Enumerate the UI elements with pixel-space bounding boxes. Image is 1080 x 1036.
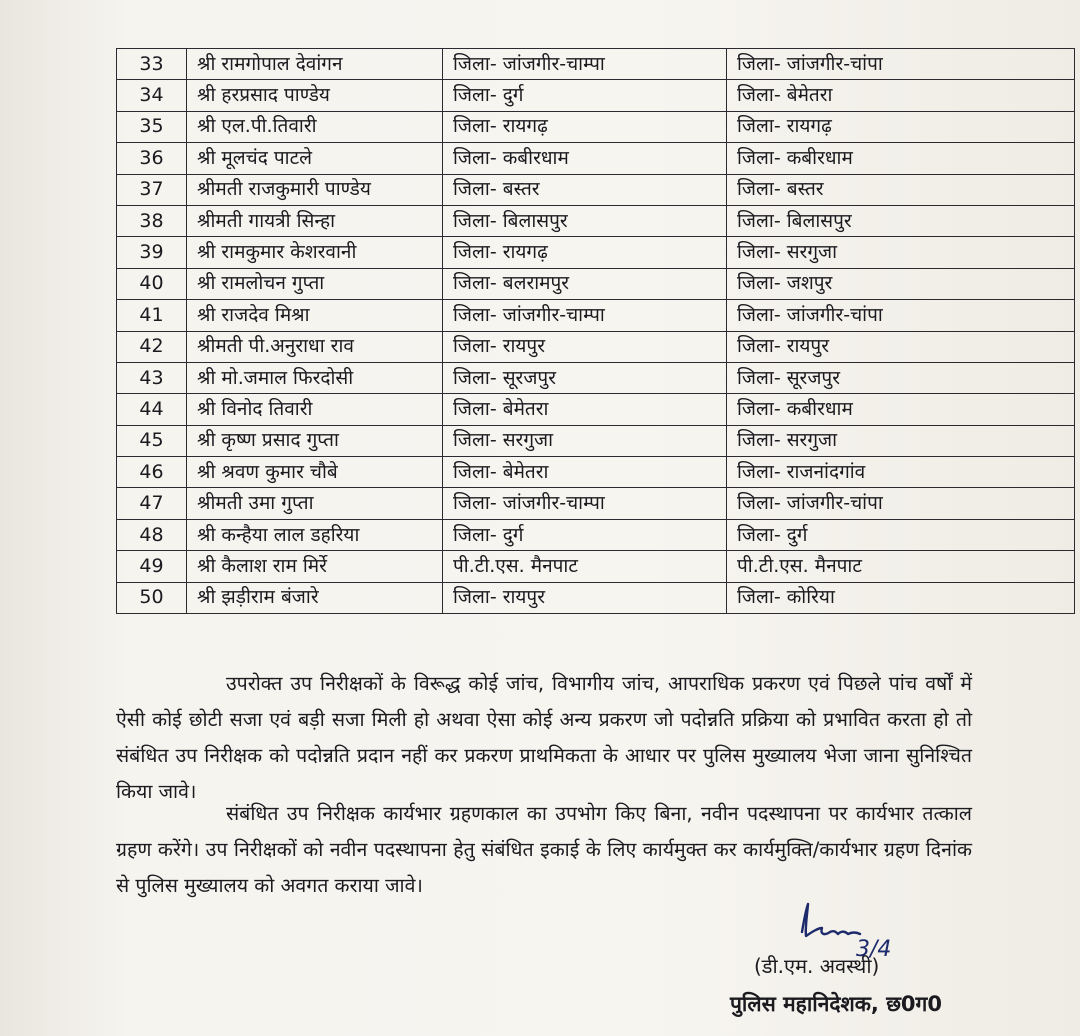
new-posting: जिला- बेमेतरा xyxy=(727,80,1075,111)
current-posting: जिला- बस्तर xyxy=(443,174,727,205)
new-posting: जिला- कबीरधाम xyxy=(727,394,1075,425)
current-posting: जिला- दुर्ग xyxy=(443,519,727,550)
table-row xyxy=(117,174,1075,205)
officer-name: श्री हरप्रसाद पाण्डेय xyxy=(187,80,443,111)
officer-name: श्री मो.जमाल फिरदोसी xyxy=(187,362,443,393)
table-row xyxy=(117,331,1075,362)
table-row xyxy=(117,205,1075,236)
serial-number: 34 xyxy=(117,80,187,111)
current-posting: जिला- बेमेतरा xyxy=(443,394,727,425)
serial-number: 48 xyxy=(117,519,187,550)
serial-number: 36 xyxy=(117,143,187,174)
officer-name: श्री रामलोचन गुप्ता xyxy=(187,268,443,299)
current-posting: पी.टी.एस. मैनपाट xyxy=(443,551,727,582)
serial-number: 40 xyxy=(117,268,187,299)
serial-number: 44 xyxy=(117,394,187,425)
current-posting: जिला- रायगढ़ xyxy=(443,111,727,142)
table-row xyxy=(117,551,1075,582)
table-row xyxy=(117,394,1075,425)
officer-name: श्री रामगोपाल देवांगन xyxy=(187,49,443,80)
paragraph-text: संबंधित उप निरीक्षक कार्यभार ग्रहणकाल का उपभोग किए बिना, नवीन पदस्थापना पर कार्यभार तत्काल ग्रहण करेंगे। उप निरीक्षकों को नवीन पदस्थापना हेतु संबंधित इकाई के लिए कार्यमुक्त कर कार्यमुक्ति/कार्यभार ग्रहण दिनांक से पुलिस मुख्यालय को अवगत कराया जावे। xyxy=(116,802,972,897)
table-row xyxy=(117,488,1075,519)
officer-name: श्रीमती उमा गुप्ता xyxy=(187,488,443,519)
table-row xyxy=(117,300,1075,331)
current-posting: जिला- सूरजपुर xyxy=(443,362,727,393)
serial-number: 37 xyxy=(117,174,187,205)
current-posting: जिला- जांजगीर-चाम्पा xyxy=(443,300,727,331)
paragraph-joining-note xyxy=(116,796,972,904)
current-posting: जिला- कबीरधाम xyxy=(443,143,727,174)
current-posting: जिला- बलरामपुर xyxy=(443,268,727,299)
serial-number: 42 xyxy=(117,331,187,362)
serial-number: 35 xyxy=(117,111,187,142)
current-posting: जिला- दुर्ग xyxy=(443,80,727,111)
new-posting: जिला- जांजगीर-चांपा xyxy=(727,488,1075,519)
new-posting: जिला- रायगढ़ xyxy=(727,111,1075,142)
new-posting: जिला- जशपुर xyxy=(727,268,1075,299)
table-row xyxy=(117,519,1075,550)
new-posting: जिला- दुर्ग xyxy=(727,519,1075,550)
new-posting: जिला- रायपुर xyxy=(727,331,1075,362)
new-posting: जिला- जांजगीर-चांपा xyxy=(727,49,1075,80)
officer-name: श्रीमती राजकुमारी पाण्डेय xyxy=(187,174,443,205)
officer-name: श्री मूलचंद पाटले xyxy=(187,143,443,174)
officer-name: श्री श्रवण कुमार चौबे xyxy=(187,457,443,488)
new-posting: जिला- कोरिया xyxy=(727,582,1075,613)
officer-name: श्री रामकुमार केशरवानी xyxy=(187,237,443,268)
new-posting: जिला- सरगुजा xyxy=(727,425,1075,456)
signatory-designation: पुलिस महानिदेशक, छ0ग0 xyxy=(730,992,942,1016)
table-row xyxy=(117,425,1075,456)
new-posting: जिला- बिलासपुर xyxy=(727,205,1075,236)
table-row xyxy=(117,457,1075,488)
transfer-list-table xyxy=(116,48,1075,614)
current-posting: जिला- जांजगीर-चाम्पा xyxy=(443,488,727,519)
table-row xyxy=(117,362,1075,393)
table-row xyxy=(117,49,1075,80)
officer-name: श्री एल.पी.तिवारी xyxy=(187,111,443,142)
serial-number: 47 xyxy=(117,488,187,519)
new-posting: जिला- जांजगीर-चांपा xyxy=(727,300,1075,331)
current-posting: जिला- बेमेतरा xyxy=(443,457,727,488)
signature-date: 3/4 xyxy=(856,937,892,962)
current-posting: जिला- सरगुजा xyxy=(443,425,727,456)
transfer-list-body xyxy=(117,49,1075,614)
paragraph-text: उपरोक्त उप निरीक्षकों के विरूद्ध कोई जांच, विभागीय जांच, आपराधिक प्रकरण एवं पिछले पांच वर्षों में ऐसी कोई छोटी सजा एवं बड़ी सजा मिली हो अथवा ऐसा कोई अन्य प्रकरण जो पदोन्नति प्रक्रिया को प्रभावित करता हो तो संबंधित उप निरीक्षक को पदोन्नति प्रदान नहीं कर प्रकरण प्राथमिकता के आधार पर पुलिस मुख्यालय भेजा जाना सुनिश्चित किया जावे। xyxy=(116,672,972,803)
paragraph-eligibility-note xyxy=(116,666,972,810)
current-posting: जिला- रायपुर xyxy=(443,582,727,613)
officer-name: श्रीमती गायत्री सिन्हा xyxy=(187,205,443,236)
signatory-name: (डी.एम. अवस्थी) xyxy=(754,954,880,978)
serial-number: 50 xyxy=(117,582,187,613)
serial-number: 39 xyxy=(117,237,187,268)
serial-number: 33 xyxy=(117,49,187,80)
new-posting: जिला- सरगुजा xyxy=(727,237,1075,268)
new-posting: जिला- राजनांदगांव xyxy=(727,457,1075,488)
table-row xyxy=(117,237,1075,268)
officer-name: श्री विनोद तिवारी xyxy=(187,394,443,425)
serial-number: 45 xyxy=(117,425,187,456)
officer-name: श्री कृष्ण प्रसाद गुप्ता xyxy=(187,425,443,456)
officer-name: श्री राजदेव मिश्रा xyxy=(187,300,443,331)
serial-number: 49 xyxy=(117,551,187,582)
table-row xyxy=(117,582,1075,613)
new-posting: जिला- कबीरधाम xyxy=(727,143,1075,174)
serial-number: 43 xyxy=(117,362,187,393)
current-posting: जिला- रायपुर xyxy=(443,331,727,362)
serial-number: 41 xyxy=(117,300,187,331)
officer-name: श्री कन्हैया लाल डहरिया xyxy=(187,519,443,550)
signature-stroke xyxy=(802,904,860,936)
current-posting: जिला- बिलासपुर xyxy=(443,205,727,236)
serial-number: 46 xyxy=(117,457,187,488)
new-posting: जिला- बस्तर xyxy=(727,174,1075,205)
current-posting: जिला- रायगढ़ xyxy=(443,237,727,268)
new-posting: पी.टी.एस. मैनपाट xyxy=(727,551,1075,582)
table-row xyxy=(117,268,1075,299)
officer-name: श्री कैलाश राम मिर्रे xyxy=(187,551,443,582)
officer-name: श्री झड़ीराम बंजारे xyxy=(187,582,443,613)
table-row xyxy=(117,80,1075,111)
new-posting: जिला- सूरजपुर xyxy=(727,362,1075,393)
current-posting: जिला- जांजगीर-चाम्पा xyxy=(443,49,727,80)
serial-number: 38 xyxy=(117,205,187,236)
officer-name: श्रीमती पी.अनुराधा राव xyxy=(187,331,443,362)
table-row xyxy=(117,111,1075,142)
table-row xyxy=(117,143,1075,174)
